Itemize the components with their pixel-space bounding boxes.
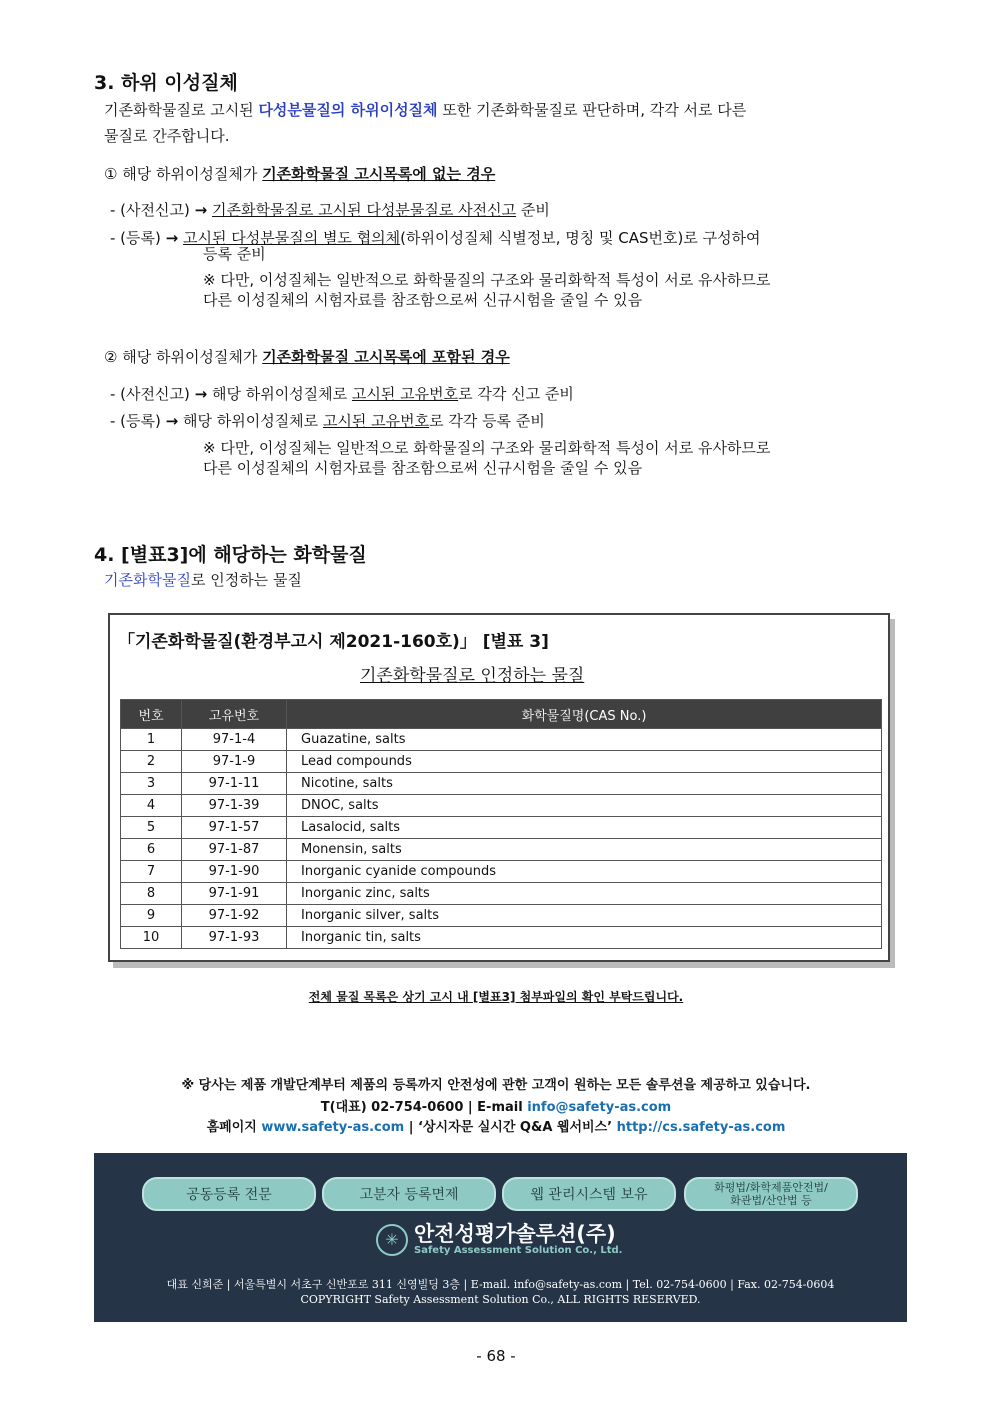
company-logo [376, 1223, 622, 1256]
arrow-icon: → [194, 201, 208, 219]
cs-link[interactable]: http://cs.safety-as.com [616, 1120, 786, 1135]
table-cell: 97-1-92 [182, 905, 287, 927]
case1-reg-line2: 등록 준비 [203, 245, 266, 263]
case2-reg [110, 410, 545, 432]
case1-reg-rest: (하위이성질체 식별정보, 명칭 및 CAS번호)로 구성하여 [400, 229, 761, 247]
table-cell: 97-1-90 [182, 861, 287, 883]
table-cell: 97-1-4 [182, 729, 287, 751]
arrow-icon: → [165, 412, 179, 430]
company-banner [94, 1153, 907, 1322]
table-cell: Guazatine, salts [287, 729, 882, 751]
intro-highlight: 다성분물질의 하위이성질체 [258, 101, 438, 119]
case2-reg-underlined: 고시된 고유번호 [322, 412, 430, 430]
footer-homepage-label: 홈페이지 [206, 1120, 262, 1135]
case1-pre-underlined: 기존화학물질로 고시된 다성분물질로 사전신고 [211, 201, 517, 219]
section3-intro-line2: 물질로 간주합니다. [104, 127, 230, 145]
table-cell: 6 [121, 839, 182, 861]
footer-line1: ※ 당사는 제품 개발단계부터 제품의 등록까지 안전성에 관한 고객이 원하는 모든 솔루션을 제공하고 있습니다. [181, 1078, 811, 1093]
table-cell: 10 [121, 927, 182, 949]
column-header: 고유번호 [182, 700, 287, 729]
arrow-icon: → [165, 229, 179, 247]
table-cell: DNOC, salts [287, 795, 882, 817]
case1-pre-prefix: - (사전신고) [110, 201, 195, 219]
case2-reg-rest: 로 각각 등록 준비 [429, 412, 545, 430]
table-row [121, 795, 882, 817]
table-cell: 97-1-93 [182, 927, 287, 949]
table-cell: 2 [121, 751, 182, 773]
case2-note-line1: ※ 다만, 이성질체는 일반적으로 화학물질의 구조와 물리화학적 특성이 서로 유사하므로 [203, 439, 771, 457]
logo-english: Safety Assessment Solution Co., Ltd. [414, 1245, 623, 1256]
case1-label [104, 163, 495, 185]
table-cell: Inorganic cyanide compounds [287, 861, 882, 883]
case2-note-line2: 다른 이성질체의 시험자료를 참조함으로써 신규시험을 줄일 수 있음 [203, 459, 643, 477]
table-cell: Monensin, salts [287, 839, 882, 861]
table-cell: Inorganic silver, salts [287, 905, 882, 927]
pill-polymer-exemption: 고분자 등록면제 [322, 1177, 496, 1211]
case2-pre-rest: 로 각각 신고 준비 [458, 385, 574, 403]
logo-korean: 안전성평가솔루션(주) [414, 1222, 616, 1246]
table-row [121, 751, 882, 773]
footer-service-label: | ‘상시자문 실시간 Q&A 웹서비스’ [404, 1120, 617, 1135]
pill-joint-registration: 공동등록 전문 [142, 1177, 316, 1211]
section4-heading: 4. [별표3]에 해당하는 화학물질 [94, 544, 367, 566]
table-row [121, 905, 882, 927]
table-cell: 3 [121, 773, 182, 795]
case1-label-emph: 기존화학물질 고시목록에 없는 경우 [262, 165, 496, 183]
footer-contact: T(대표) 02-754-0600 | E-mail [320, 1100, 528, 1115]
table-cell: 5 [121, 817, 182, 839]
footer-line2 [0, 1096, 992, 1115]
case2-label [104, 346, 510, 368]
table-cell: 97-1-57 [182, 817, 287, 839]
case1-label-text: ① 해당 하위이성질체가 [104, 165, 263, 183]
case2-reg-prefix: - (등록) [110, 412, 166, 430]
table-row [121, 861, 882, 883]
section4-intro-rest: 로 인정하는 물질 [190, 571, 302, 589]
case2-pre-underlined: 고시된 고유번호 [351, 385, 459, 403]
case1-pre-rest: 준비 [516, 201, 550, 219]
company-address: 대표 신희준 | 서울특별시 서초구 신반포로 311 신영빌딩 3층 | E-mail. info@safety-as.com | Tel. 02-754-0600 | Fax. 02-754-0604 [166, 1278, 835, 1291]
intro-text: 또한 기존화학물질로 판단하며, 각각 서로 다른 [437, 101, 747, 119]
table-row [121, 773, 882, 795]
section3-intro [104, 99, 746, 121]
table-cell: 9 [121, 905, 182, 927]
case1-note-line1: ※ 다만, 이성질체는 일반적으로 화학물질의 구조와 물리화학적 특성이 서로 유사하므로 [203, 271, 771, 289]
table-cell: Nicotine, salts [287, 773, 882, 795]
table-cell: 8 [121, 883, 182, 905]
figure-title: 「기존화학물질(환경부고시 제2021-160호)」 [별표 3] [118, 632, 549, 652]
table-cell: 97-1-39 [182, 795, 287, 817]
column-header: 화학물질명(CAS No.) [287, 700, 882, 729]
case2-label-text: ② 해당 하위이성질체가 [104, 348, 263, 366]
company-copyright: COPYRIGHT Safety Assessment Solution Co., ALL RIGHTS RESERVED. [300, 1293, 701, 1306]
table-row [121, 883, 882, 905]
case1-pre [110, 199, 550, 221]
pill-regulations: 화평법/화학제품안전법/ 화관법/산안법 등 [684, 1177, 858, 1211]
table-cell: 97-1-87 [182, 839, 287, 861]
case1-reg-underlined: 고시된 다성분물질의 별도 협의체 [183, 229, 401, 247]
homepage-link[interactable]: www.safety-as.com [261, 1120, 405, 1135]
pill-web-system: 웹 관리시스템 보유 [502, 1177, 676, 1211]
arrow-icon: → [194, 385, 208, 403]
column-header: 번호 [121, 700, 182, 729]
case1-reg-prefix: - (등록) [110, 229, 166, 247]
footer-line3 [0, 1116, 992, 1135]
table-row [121, 729, 882, 751]
table-cell: Lasalocid, salts [287, 817, 882, 839]
table-cell: 97-1-91 [182, 883, 287, 905]
full-list-note: 전체 물질 목록은 상기 고시 내 [별표3] 첨부파일의 확인 부탁드립니다. [308, 990, 684, 1004]
table-row [121, 817, 882, 839]
case2-pre-text: 해당 하위이성질체로 [207, 385, 352, 403]
case2-pre [110, 383, 574, 405]
email-link[interactable]: info@safety-as.com [527, 1100, 672, 1115]
table-cell: 97-1-11 [182, 773, 287, 795]
section4-intro [104, 569, 302, 591]
table-cell: Inorganic tin, salts [287, 927, 882, 949]
logo-icon: ✳ [376, 1224, 408, 1256]
table-cell: 7 [121, 861, 182, 883]
case2-label-emph: 기존화학물질 고시목록에 포함된 경우 [262, 348, 510, 366]
table-row [121, 927, 882, 949]
table-row [121, 839, 882, 861]
case1-note-line2: 다른 이성질체의 시험자료를 참조함으로써 신규시험을 줄일 수 있음 [203, 291, 643, 309]
chemical-list-figure [108, 613, 890, 962]
case2-reg-text: 해당 하위이성질체로 [178, 412, 323, 430]
page-number: - 68 - [476, 1347, 516, 1365]
section3-heading: 3. 하위 이성질체 [94, 72, 238, 94]
intro-text: 기존화학물질로 고시된 [104, 101, 259, 119]
figure-subtitle: 기존화학물질로 인정하는 물질 [360, 666, 585, 686]
chemical-table [120, 699, 882, 949]
table-cell: Lead compounds [287, 751, 882, 773]
table-cell: 4 [121, 795, 182, 817]
table-cell: 1 [121, 729, 182, 751]
section4-intro-blue: 기존화학물질 [104, 571, 191, 589]
table-cell: 97-1-9 [182, 751, 287, 773]
table-cell: Inorganic zinc, salts [287, 883, 882, 905]
case2-pre-prefix: - (사전신고) [110, 385, 195, 403]
